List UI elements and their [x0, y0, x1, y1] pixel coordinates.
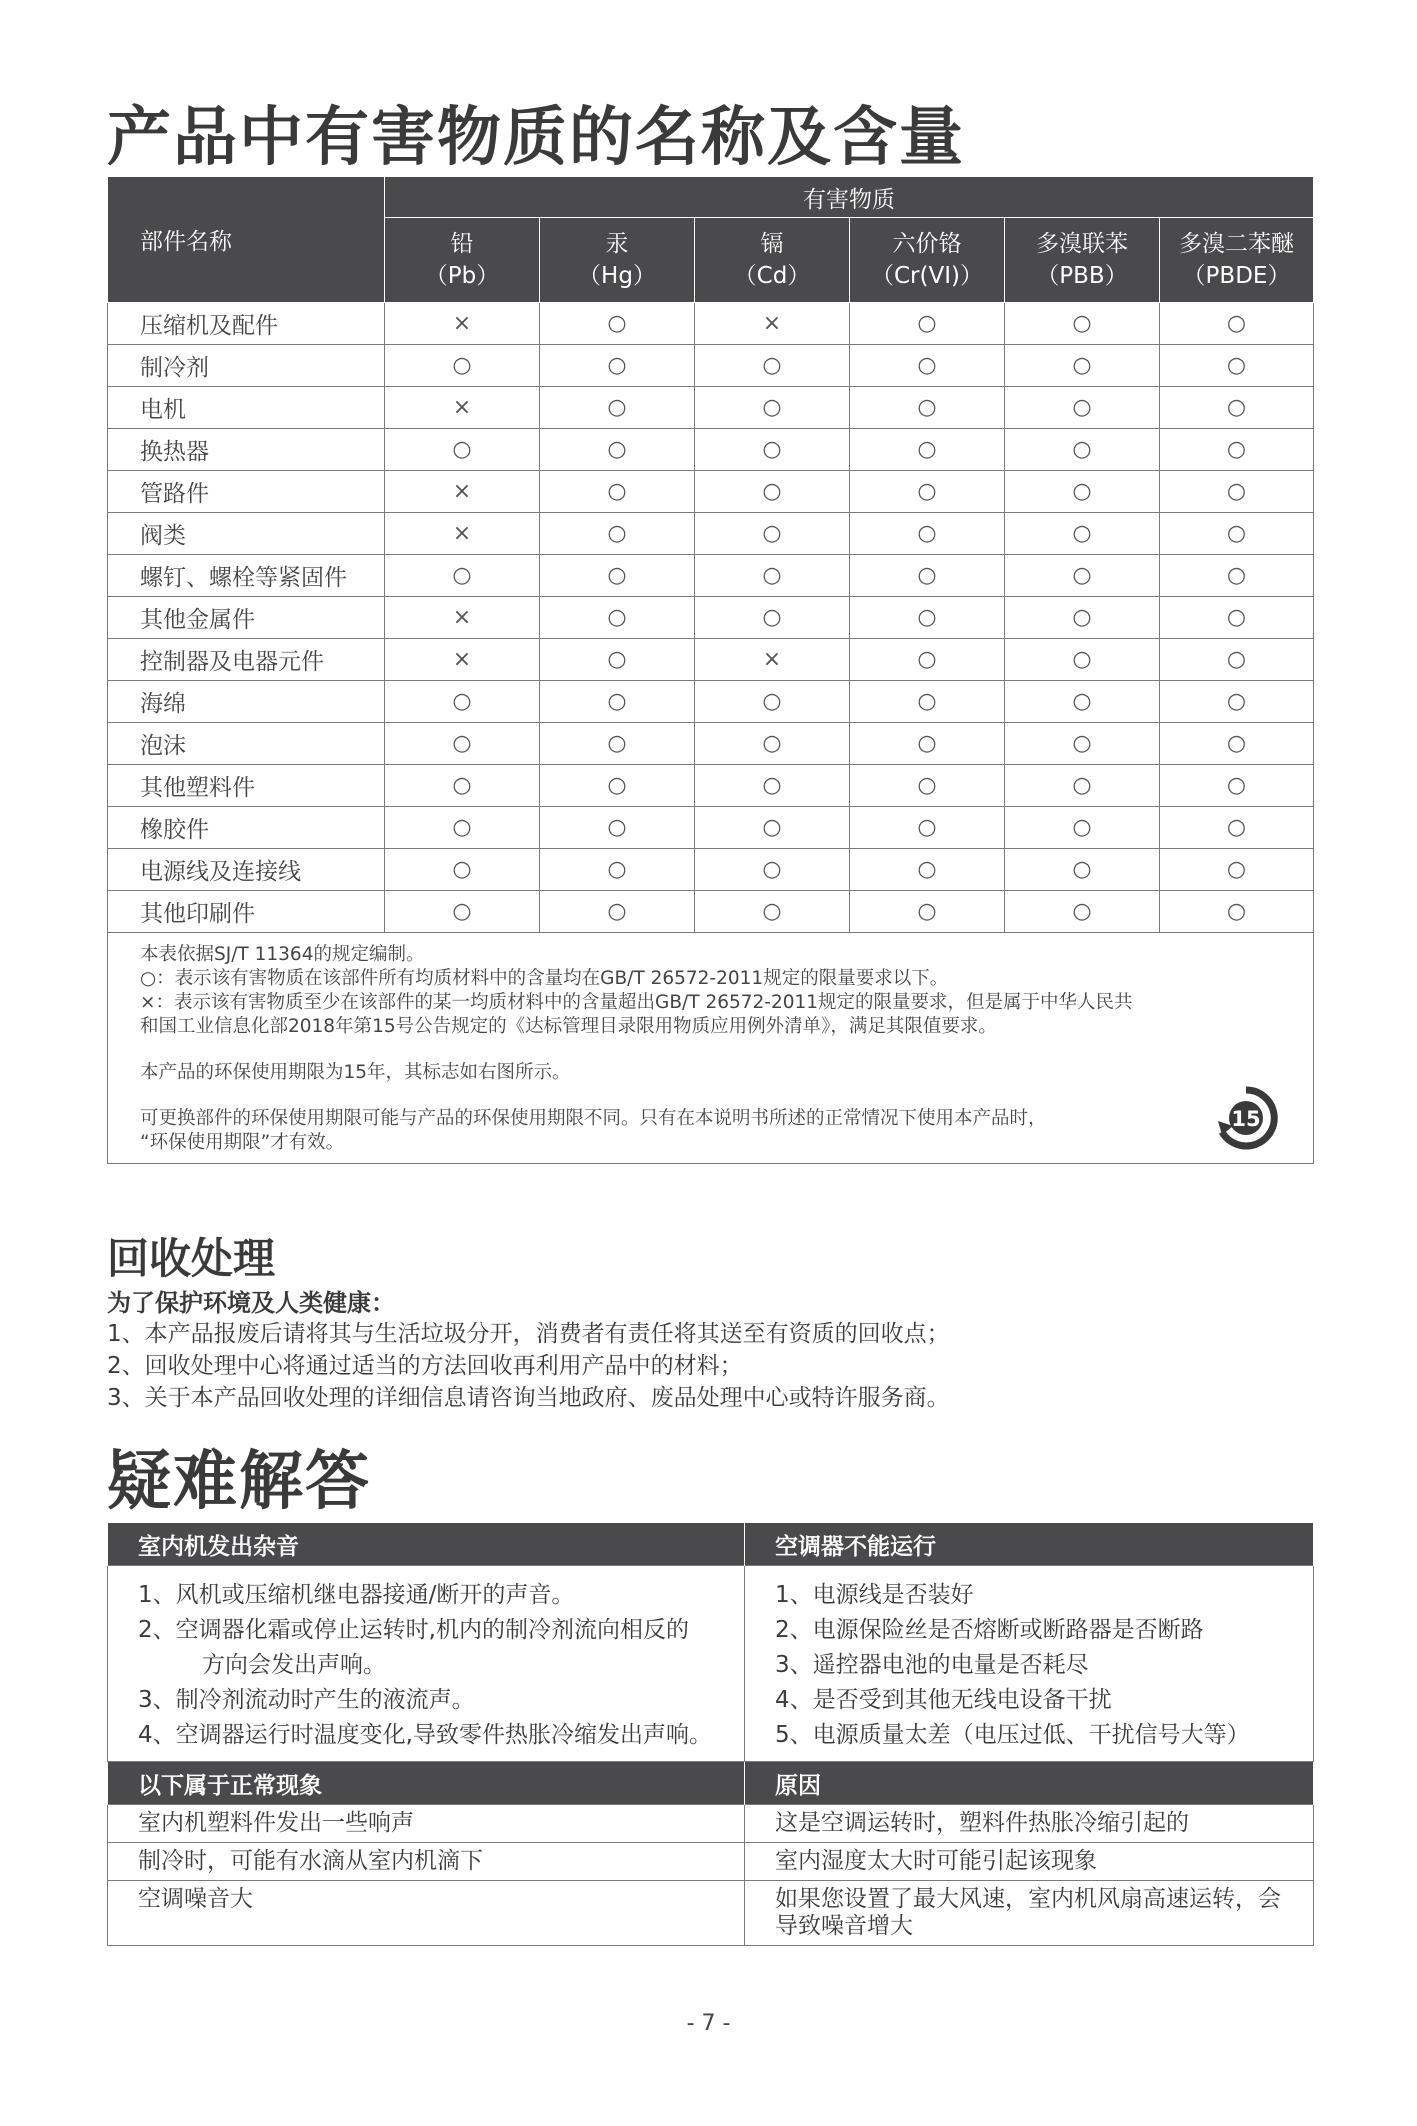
substance-mark-cell: × [695, 639, 850, 681]
table-row [108, 555, 1314, 597]
substance-mark-cell: ○ [540, 681, 695, 723]
list-item: 1、风机或压缩机继电器接通/断开的声音。 [138, 1582, 575, 1608]
substance-name: 多溴二苯醚 [1179, 231, 1294, 257]
epup-logo-number: 15 [1231, 1107, 1261, 1131]
list-item: 5、电源质量太差（电压过低、干扰信号大等） [775, 1722, 1250, 1748]
substance-mark-cell: ○ [850, 849, 1005, 891]
noise-list [108, 1566, 745, 1762]
note-line: 本表依据SJ/T 11364的规定编制。 [140, 944, 425, 965]
substance-mark-cell: ○ [385, 849, 540, 891]
list-item: 2、空调器化霜或停止运转时,机内的制冷剂流向相反的 [138, 1617, 689, 1643]
substance-mark-cell: ○ [695, 723, 850, 765]
table-row [108, 513, 1314, 555]
substance-mark-cell: ○ [385, 765, 540, 807]
substance-mark-cell: ○ [1160, 429, 1314, 471]
substance-mark-cell: ○ [1160, 555, 1314, 597]
reason-cell: 室内湿度太大时可能引起该现象 [745, 1843, 1314, 1881]
substance-mark-cell: ○ [540, 345, 695, 387]
substance-mark-cell: ○ [695, 513, 850, 555]
part-name-cell: 电源线及连接线 [108, 849, 385, 891]
table-row [108, 1881, 1314, 1946]
substance-mark-cell: × [385, 303, 540, 345]
substance-name: 多溴联苯 [1036, 231, 1128, 257]
substance-mark-cell: ○ [1160, 681, 1314, 723]
substance-mark-cell: ○ [1005, 807, 1160, 849]
substance-mark-cell: ○ [385, 723, 540, 765]
phenomenon-cell: 室内机塑料件发出一些响声 [108, 1805, 745, 1843]
substance-mark-cell: ○ [850, 597, 1005, 639]
table-row [108, 849, 1314, 891]
reason-cell: 如果您设置了最大风速，室内机风扇高速运转，会导致噪音增大 [745, 1881, 1314, 1946]
substance-mark-cell: ○ [1005, 387, 1160, 429]
table-row [108, 765, 1314, 807]
substance-mark-cell: ○ [695, 555, 850, 597]
substance-mark-cell: ○ [850, 513, 1005, 555]
substance-symbol: （Hg） [578, 263, 656, 289]
substance-symbol: （Pb） [424, 263, 500, 289]
substance-name: 铅 [450, 231, 474, 257]
substance-header [385, 218, 540, 303]
substance-mark-cell: ○ [540, 639, 695, 681]
table-row [108, 807, 1314, 849]
substance-mark-cell: ○ [1160, 513, 1314, 555]
hazard-body [108, 303, 1314, 1164]
list-item: 2、电源保险丝是否熔断或断路器是否断路 [775, 1617, 1204, 1643]
recycle-item: 2、回收处理中心将通过适当的方法回收再利用产品中的材料； [107, 1353, 743, 1379]
part-name-cell: 螺钉、螺栓等紧固件 [108, 555, 385, 597]
normal-header: 以下属于正常现象 [108, 1762, 745, 1805]
substance-mark-cell: ○ [540, 891, 695, 933]
substance-mark-cell: ○ [850, 891, 1005, 933]
part-name-cell: 管路件 [108, 471, 385, 513]
epup-15-logo-icon [1213, 1085, 1279, 1151]
substance-mark-cell: ○ [1160, 471, 1314, 513]
table-row [108, 1843, 1314, 1881]
part-name-cell: 其他塑料件 [108, 765, 385, 807]
substance-mark-cell: ○ [540, 303, 695, 345]
page-number: - 7 - [686, 2011, 731, 2036]
substance-mark-cell: ○ [695, 345, 850, 387]
substance-mark-cell: ○ [540, 387, 695, 429]
substance-mark-cell: ○ [1160, 891, 1314, 933]
substance-mark-cell: ○ [1160, 597, 1314, 639]
substance-mark-cell: ○ [540, 597, 695, 639]
hazard-table [107, 176, 1314, 1164]
substance-mark-cell: ○ [1160, 345, 1314, 387]
list-item: 3、遥控器电池的电量是否耗尽 [775, 1652, 1089, 1678]
substance-mark-cell: ○ [1160, 723, 1314, 765]
substance-header [1005, 218, 1160, 303]
spacer [140, 1039, 1281, 1061]
substance-mark-cell: ○ [695, 429, 850, 471]
substance-mark-cell: ○ [695, 849, 850, 891]
part-name-cell: 其他金属件 [108, 597, 385, 639]
substance-mark-cell: ○ [1160, 387, 1314, 429]
substance-mark-cell: ○ [385, 429, 540, 471]
substance-mark-cell: ○ [850, 429, 1005, 471]
part-name-cell: 橡胶件 [108, 807, 385, 849]
substance-mark-cell: ○ [695, 765, 850, 807]
substance-mark-cell: × [385, 471, 540, 513]
part-name-cell: 其他印刷件 [108, 891, 385, 933]
substance-mark-cell: ○ [385, 891, 540, 933]
substance-name: 镉 [760, 231, 784, 257]
table-row [108, 387, 1314, 429]
substance-mark-cell: ○ [850, 345, 1005, 387]
list-item: 方向会发出声响。 [202, 1652, 386, 1678]
part-name-cell: 电机 [108, 387, 385, 429]
substance-mark-cell: ○ [1005, 639, 1160, 681]
substance-name: 六价铬 [892, 231, 962, 257]
reason-cell: 这是空调运转时，塑料件热胀冷缩引起的 [745, 1805, 1314, 1843]
substance-mark-cell: × [385, 387, 540, 429]
substance-mark-cell: ○ [695, 387, 850, 429]
table-row [108, 1805, 1314, 1843]
substance-mark-cell: ○ [850, 639, 1005, 681]
substance-mark-cell: ○ [1005, 555, 1160, 597]
substance-mark-cell: ○ [385, 681, 540, 723]
substance-mark-cell: ○ [540, 849, 695, 891]
note-line: 本产品的环保使用期限为15年，其标志如右图所示。 [140, 1062, 571, 1083]
part-name-cell: 海绵 [108, 681, 385, 723]
substance-mark-cell: ○ [695, 471, 850, 513]
trouble-table [107, 1523, 1314, 1946]
substance-mark-cell: ○ [695, 891, 850, 933]
substance-mark-cell: ○ [540, 471, 695, 513]
substance-mark-cell: ○ [850, 303, 1005, 345]
noise-header: 室内机发出杂音 [108, 1523, 745, 1566]
recycle-item: 1、本产品报废后请将其与生活垃圾分开，消费者有责任将其送至有资质的回收点； [107, 1321, 950, 1347]
substance-mark-cell: ○ [1160, 765, 1314, 807]
substance-mark-cell: ○ [1005, 471, 1160, 513]
substance-mark-cell: ○ [1005, 345, 1160, 387]
substance-mark-cell: ○ [850, 765, 1005, 807]
substance-mark-cell: ○ [1160, 639, 1314, 681]
list-item: 4、是否受到其他无线电设备干扰 [775, 1687, 1112, 1713]
substance-mark-cell: ○ [385, 555, 540, 597]
note-line: 可更换部件的环保使用期限可能与产品的环保使用期限不同。只有在本说明书所述的正常情况下使用本产品时， [140, 1108, 1047, 1129]
substance-mark-cell: ○ [1005, 849, 1160, 891]
substance-mark-cell: ○ [385, 345, 540, 387]
substance-mark-cell: × [385, 639, 540, 681]
list-item: 1、电源线是否装好 [775, 1582, 974, 1608]
table-row [108, 429, 1314, 471]
part-name-cell: 阀类 [108, 513, 385, 555]
substance-mark-cell: ○ [540, 807, 695, 849]
substance-header [850, 218, 1005, 303]
substance-mark-cell: ○ [1005, 891, 1160, 933]
note-line: 和国工业信息化部2018年第15号公告规定的《达标管理目录限用物质应用例外清单》，满足其限值要求。 [140, 1016, 997, 1037]
substance-mark-cell: ○ [1005, 429, 1160, 471]
substance-mark-cell: ○ [695, 597, 850, 639]
list-item: 3、制冷剂流动时产生的液流声。 [138, 1687, 475, 1713]
substance-mark-cell: ○ [540, 513, 695, 555]
substance-mark-cell: ○ [850, 387, 1005, 429]
substance-group-header: 有害物质 [385, 177, 1314, 218]
substance-header [695, 218, 850, 303]
substance-mark-cell: ○ [1005, 681, 1160, 723]
reason-header: 原因 [745, 1762, 1314, 1805]
substance-mark-cell: ○ [540, 429, 695, 471]
hazard-title: 产品中有害物质的名称及含量 [107, 101, 965, 175]
spacer [140, 1085, 1281, 1107]
substance-mark-cell: × [695, 303, 850, 345]
substance-mark-cell: ○ [1005, 513, 1160, 555]
substance-mark-cell: ○ [540, 555, 695, 597]
table-row [108, 639, 1314, 681]
substance-symbol: （PBB） [1036, 263, 1128, 289]
substance-mark-cell: ○ [695, 681, 850, 723]
phenomenon-cell: 空调噪音大 [108, 1881, 745, 1946]
hazard-notes [108, 933, 1314, 1164]
substance-mark-cell: ○ [1005, 723, 1160, 765]
substance-mark-cell: ○ [1160, 849, 1314, 891]
part-name-cell: 控制器及电器元件 [108, 639, 385, 681]
notes-row [108, 933, 1314, 1164]
substance-mark-cell: ○ [850, 555, 1005, 597]
substance-symbol: （Cr(VI)） [871, 263, 983, 289]
trouble-title: 疑难解答 [107, 1445, 371, 1519]
substance-symbol: （PBDE） [1182, 263, 1291, 289]
substance-mark-cell: × [385, 513, 540, 555]
recycle-subtitle: 为了保护环境及人类健康： [107, 1289, 395, 1317]
part-name-cell: 压缩机及配件 [108, 303, 385, 345]
table-row [108, 891, 1314, 933]
fail-header: 空调器不能运行 [745, 1523, 1314, 1566]
substance-name: 汞 [605, 231, 629, 257]
substance-mark-cell: ○ [540, 723, 695, 765]
substance-mark-cell: ○ [850, 723, 1005, 765]
substance-mark-cell: ○ [850, 471, 1005, 513]
note-line: “环保使用期限”才有效。 [140, 1132, 345, 1153]
substance-mark-cell: ○ [850, 807, 1005, 849]
substance-mark-cell: ○ [1005, 303, 1160, 345]
table-row [108, 303, 1314, 345]
part-name-cell: 泡沫 [108, 723, 385, 765]
substance-mark-cell: ○ [540, 765, 695, 807]
recycle-item: 3、关于本产品回收处理的详细信息请咨询当地政府、废品处理中心或特许服务商。 [107, 1385, 950, 1411]
substance-header [1160, 218, 1314, 303]
table-row [108, 723, 1314, 765]
part-name-header: 部件名称 [108, 177, 385, 303]
substance-mark-cell: ○ [850, 681, 1005, 723]
substance-mark-cell: ○ [695, 807, 850, 849]
substance-mark-cell: ○ [1005, 597, 1160, 639]
substance-header [540, 218, 695, 303]
note-line: ×：表示该有害物质至少在该部件的某一均质材料中的含量超出GB/T 26572-2011规定的限量要求，但是属于中华人民共 [140, 992, 1133, 1013]
substance-mark-cell: ○ [1005, 765, 1160, 807]
table-row [108, 597, 1314, 639]
table-row [108, 345, 1314, 387]
fail-list [745, 1566, 1314, 1762]
substance-symbol: （Cd） [733, 263, 811, 289]
note-line: ○：表示该有害物质在该部件所有均质材料中的含量均在GB/T 26572-2011规定的限量要求以下。 [140, 968, 949, 989]
recycle-title: 回收处理 [107, 1234, 276, 1283]
part-name-cell: 制冷剂 [108, 345, 385, 387]
phenomenon-cell: 制冷时，可能有水滴从室内机滴下 [108, 1843, 745, 1881]
table-row [108, 471, 1314, 513]
substance-mark-cell: ○ [1160, 807, 1314, 849]
part-name-cell: 换热器 [108, 429, 385, 471]
list-item: 4、空调器运行时温度变化,导致零件热胀冷缩发出声响。 [138, 1722, 712, 1748]
substance-mark-cell: ○ [385, 807, 540, 849]
substance-mark-cell: × [385, 597, 540, 639]
substance-mark-cell: ○ [1160, 303, 1314, 345]
table-row [108, 681, 1314, 723]
